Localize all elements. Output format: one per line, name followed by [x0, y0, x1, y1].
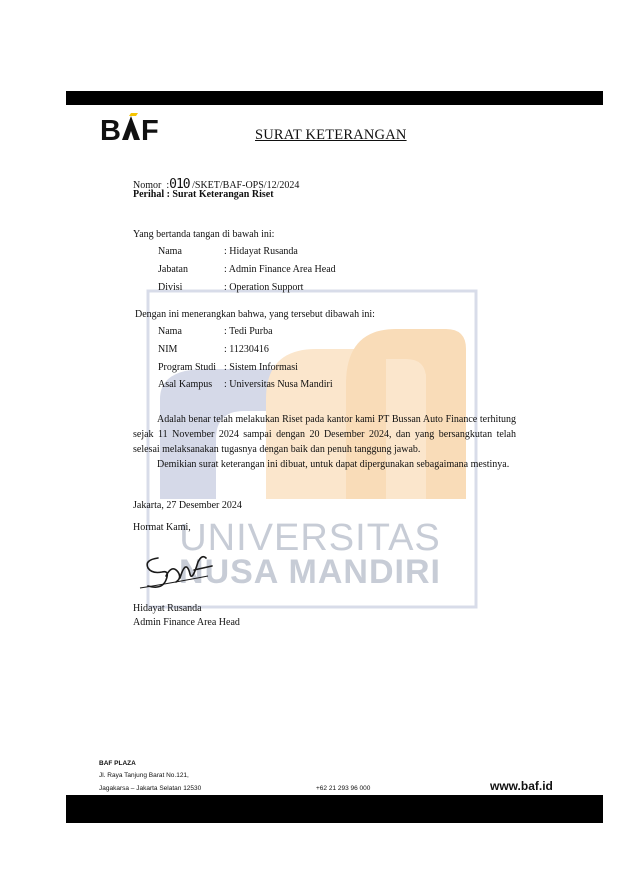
- signatory-value: : Admin Finance Area Head: [224, 264, 336, 275]
- subject-intro: Dengan ini menerangkan bahwa, yang tersebut dibawah ini:: [135, 309, 375, 320]
- signatory-intro: Yang bertanda tangan di bawah ini:: [133, 229, 275, 240]
- subject-value: : Universitas Nusa Mandiri: [224, 379, 333, 390]
- subject-value: : 11230416: [224, 344, 269, 355]
- baf-logo-icon: [100, 113, 170, 143]
- letter-title: SURAT KETERANGAN: [255, 127, 407, 143]
- nomor-number: 010: [169, 177, 190, 192]
- subject-label: Asal Kampus: [158, 379, 213, 390]
- signer-name: Hidayat Rusanda: [133, 603, 202, 614]
- signatory-label: Nama: [158, 246, 182, 257]
- subject-label: Nama: [158, 326, 182, 337]
- footer-website: www.baf.id: [490, 779, 553, 793]
- footer-address1: Jl. Raya Tanjung Barat No.121,: [99, 772, 189, 779]
- signatory-label: Jabatan: [158, 264, 188, 275]
- bottom-black-bar: [66, 795, 603, 823]
- subject-label: NIM: [158, 344, 178, 355]
- place-date: Jakarta, 27 Desember 2024: [133, 500, 242, 511]
- nomor-rest: /SKET/BAF-OPS/12/2024: [192, 180, 300, 191]
- subject-label: Program Studi: [158, 362, 217, 373]
- watermark-line2: NUSA MANDIRI: [179, 553, 441, 591]
- greeting: Hormat Kami,: [133, 522, 191, 533]
- signatory-label: Divisi: [158, 282, 183, 293]
- svg-text:B: B: [100, 115, 120, 143]
- body-paragraph-block: [133, 412, 516, 472]
- handwritten-signature: [136, 548, 216, 594]
- perihal-line: Perihal : Surat Keterangan Riset: [133, 189, 274, 200]
- signer-position: Admin Finance Area Head: [133, 617, 240, 628]
- watermark-line1: UNIVERSITAS: [179, 517, 441, 559]
- signatory-value: : Hidayat Rusanda: [224, 246, 298, 257]
- subject-value: : Sistem Informasi: [224, 362, 298, 373]
- nomor-line: Nomor :010 /SKET/BAF-OPS/12/2024: [133, 177, 300, 192]
- footer-address2: Jagakarsa – Jakarta Selatan 12530: [99, 785, 202, 792]
- subject-value: : Tedi Purba: [224, 326, 273, 337]
- footer-phone: +62 21 293 96 000: [316, 785, 371, 792]
- closing-paragraph: Demikian surat keterangan ini dibuat, untuk dapat dipergunakan sebagaimana mestinya.: [157, 459, 510, 470]
- body-paragraph: Adalah benar telah melakukan Riset pada kantor kami PT Bussan Auto Finance terhitung sejak 11 November 2024 sampai dengan 20 Desember 2024, dan yang bersangkutan telah selesai melaksanakan tugasnya dengan baik dan penuh tanggung jawab.: [133, 414, 516, 455]
- signatory-value: : Operation Support: [224, 282, 304, 293]
- svg-text:F: F: [141, 115, 159, 143]
- footer-building: BAF PLAZA: [99, 760, 136, 767]
- top-black-bar: [66, 91, 603, 105]
- nomor-label: Nomor: [133, 180, 162, 191]
